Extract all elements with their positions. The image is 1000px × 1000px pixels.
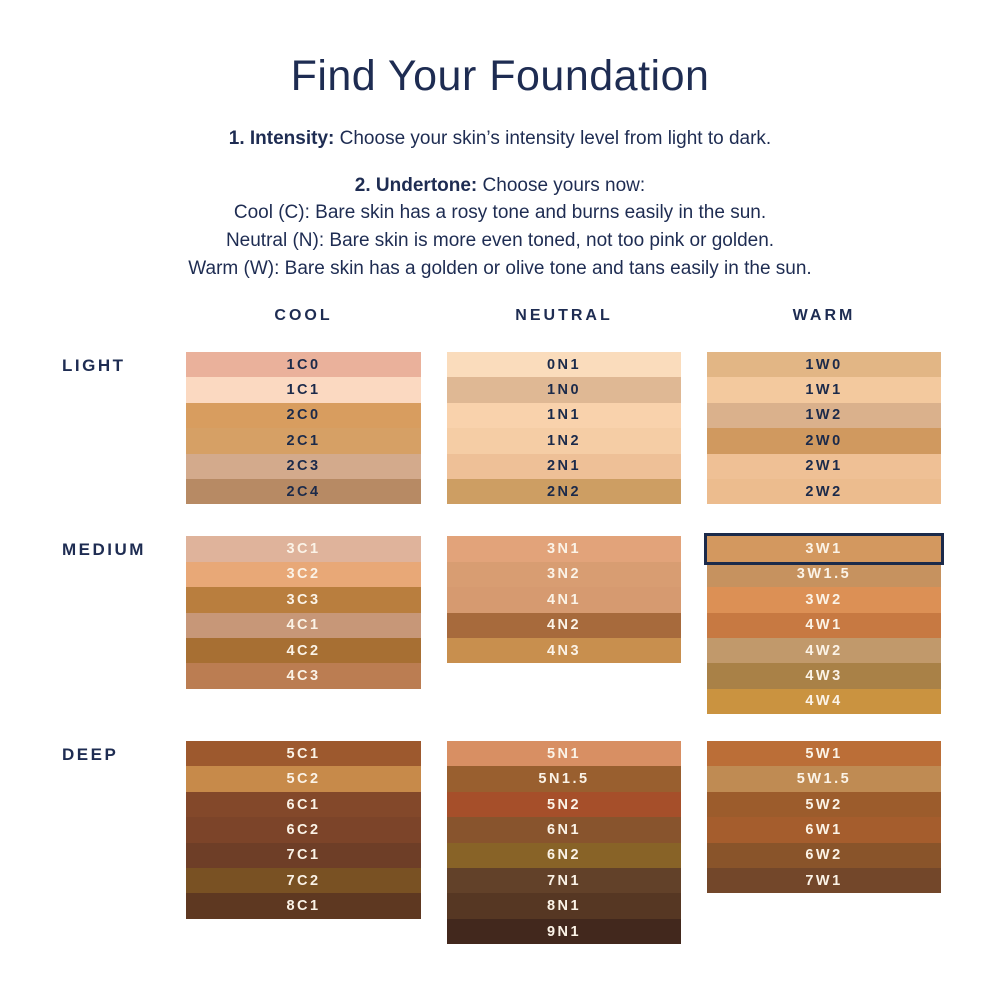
shade-swatch-4n3[interactable]: 4N3 bbox=[447, 638, 681, 663]
shade-chart bbox=[62, 307, 1000, 944]
shade-swatch-3n2[interactable]: 3N2 bbox=[447, 562, 681, 587]
shade-group-deep-cool bbox=[186, 741, 421, 919]
step-intensity-label: 1. Intensity: bbox=[228, 128, 335, 149]
column-header-warm: WARM bbox=[792, 307, 856, 324]
shade-swatch-7n1[interactable]: 7N1 bbox=[447, 868, 681, 893]
shade-group-deep-neutral bbox=[447, 741, 681, 944]
step-intensity-text: Choose your skin’s intensity level from light to dark. bbox=[339, 128, 772, 149]
shade-swatch-3n1[interactable]: 3N1 bbox=[447, 536, 681, 561]
undertone-header-row bbox=[62, 307, 1000, 325]
shade-swatch-2w2[interactable]: 2W2 bbox=[707, 479, 941, 504]
shade-grid bbox=[62, 352, 1000, 944]
shade-swatch-9n1[interactable]: 9N1 bbox=[447, 919, 681, 944]
shade-swatch-7w1[interactable]: 7W1 bbox=[707, 868, 941, 893]
shade-group-deep-warm bbox=[707, 741, 941, 893]
shade-group-light-warm bbox=[707, 352, 941, 504]
intensity-row-deep bbox=[62, 741, 1000, 944]
shade-swatch-3c1[interactable]: 3C1 bbox=[186, 536, 421, 561]
row-label-deep: DEEP bbox=[62, 745, 119, 765]
shade-group-medium-neutral bbox=[447, 536, 681, 663]
shade-swatch-5n1[interactable]: 5N1 bbox=[447, 741, 681, 766]
shade-swatch-6n2[interactable]: 6N2 bbox=[447, 843, 681, 868]
shade-swatch-1c1[interactable]: 1C1 bbox=[186, 377, 421, 402]
shade-swatch-6c1[interactable]: 6C1 bbox=[186, 792, 421, 817]
row-label-medium: MEDIUM bbox=[62, 540, 146, 560]
shade-swatch-4c3[interactable]: 4C3 bbox=[186, 663, 421, 688]
shade-swatch-1w2[interactable]: 1W2 bbox=[707, 403, 941, 428]
step-undertone-label: 2. Undertone: bbox=[354, 175, 478, 196]
shade-swatch-7c1[interactable]: 7C1 bbox=[186, 843, 421, 868]
shade-swatch-4w2[interactable]: 4W2 bbox=[707, 638, 941, 663]
shade-swatch-5n2[interactable]: 5N2 bbox=[447, 792, 681, 817]
shade-swatch-3w1[interactable]: 3W1 bbox=[707, 536, 941, 561]
shade-swatch-2c1[interactable]: 2C1 bbox=[186, 428, 421, 453]
header-spacer bbox=[62, 307, 160, 311]
shade-swatch-5c1[interactable]: 5C1 bbox=[186, 741, 421, 766]
shade-swatch-4n2[interactable]: 4N2 bbox=[447, 613, 681, 638]
shade-swatch-0n1[interactable]: 0N1 bbox=[447, 352, 681, 377]
shade-swatch-3c3[interactable]: 3C3 bbox=[186, 587, 421, 612]
shade-swatch-8c1[interactable]: 8C1 bbox=[186, 893, 421, 918]
shade-swatch-4n1[interactable]: 4N1 bbox=[447, 587, 681, 612]
warm-description: Warm (W): Bare skin has a golden or olive tone and tans easily in the sun. bbox=[188, 258, 812, 279]
shade-swatch-4c2[interactable]: 4C2 bbox=[186, 638, 421, 663]
instructions bbox=[0, 128, 1000, 283]
step-undertone-text: Choose yours now: bbox=[482, 175, 646, 196]
shade-swatch-6c2[interactable]: 6C2 bbox=[186, 817, 421, 842]
column-header-cool: COOL bbox=[274, 307, 333, 324]
cool-description: Cool (C): Bare skin has a rosy tone and burns easily in the sun. bbox=[233, 202, 767, 223]
shade-swatch-6n1[interactable]: 6N1 bbox=[447, 817, 681, 842]
shade-group-medium-cool bbox=[186, 536, 421, 688]
shade-swatch-3w1-5[interactable]: 3W1.5 bbox=[707, 562, 941, 587]
shade-group-medium-warm bbox=[707, 536, 941, 714]
shade-swatch-1w1[interactable]: 1W1 bbox=[707, 377, 941, 402]
shade-swatch-6w1[interactable]: 6W1 bbox=[707, 817, 941, 842]
page-title: Find Your Foundation bbox=[290, 52, 710, 100]
shade-swatch-1w0[interactable]: 1W0 bbox=[707, 352, 941, 377]
shade-swatch-6w2[interactable]: 6W2 bbox=[707, 843, 941, 868]
step-intensity bbox=[0, 128, 1000, 150]
row-label-light: LIGHT bbox=[62, 356, 126, 375]
shade-swatch-2c4[interactable]: 2C4 bbox=[186, 479, 421, 504]
neutral-description: Neutral (N): Bare skin is more even toned, not too pink or golden. bbox=[225, 230, 775, 251]
shade-group-light-cool bbox=[186, 352, 421, 504]
shade-swatch-4w1[interactable]: 4W1 bbox=[707, 613, 941, 638]
shade-swatch-1n0[interactable]: 1N0 bbox=[447, 377, 681, 402]
shade-swatch-2c3[interactable]: 2C3 bbox=[186, 454, 421, 479]
shade-swatch-1n1[interactable]: 1N1 bbox=[447, 403, 681, 428]
column-header-neutral: NEUTRAL bbox=[515, 307, 613, 324]
shade-swatch-4w3[interactable]: 4W3 bbox=[707, 663, 941, 688]
shade-swatch-2w1[interactable]: 2W1 bbox=[707, 454, 941, 479]
shade-swatch-5w1[interactable]: 5W1 bbox=[707, 741, 941, 766]
shade-swatch-5w2[interactable]: 5W2 bbox=[707, 792, 941, 817]
shade-swatch-2n2[interactable]: 2N2 bbox=[447, 479, 681, 504]
shade-swatch-5c2[interactable]: 5C2 bbox=[186, 766, 421, 791]
shade-swatch-1c0[interactable]: 1C0 bbox=[186, 352, 421, 377]
shade-swatch-2n1[interactable]: 2N1 bbox=[447, 454, 681, 479]
shade-swatch-3c2[interactable]: 3C2 bbox=[186, 562, 421, 587]
shade-swatch-1n2[interactable]: 1N2 bbox=[447, 428, 681, 453]
shade-swatch-3w2[interactable]: 3W2 bbox=[707, 587, 941, 612]
shade-group-light-neutral bbox=[447, 352, 681, 504]
intensity-row-light bbox=[62, 352, 1000, 504]
shade-swatch-5w1-5[interactable]: 5W1.5 bbox=[707, 766, 941, 791]
undertone-descriptions bbox=[0, 199, 1000, 283]
shade-swatch-2c0[interactable]: 2C0 bbox=[186, 403, 421, 428]
step-undertone bbox=[0, 175, 1000, 197]
shade-swatch-4w4[interactable]: 4W4 bbox=[707, 689, 941, 714]
shade-swatch-8n1[interactable]: 8N1 bbox=[447, 893, 681, 918]
shade-swatch-7c2[interactable]: 7C2 bbox=[186, 868, 421, 893]
shade-swatch-4c1[interactable]: 4C1 bbox=[186, 613, 421, 638]
shade-swatch-5n1-5[interactable]: 5N1.5 bbox=[447, 766, 681, 791]
intensity-row-medium bbox=[62, 536, 1000, 714]
shade-swatch-2w0[interactable]: 2W0 bbox=[707, 428, 941, 453]
